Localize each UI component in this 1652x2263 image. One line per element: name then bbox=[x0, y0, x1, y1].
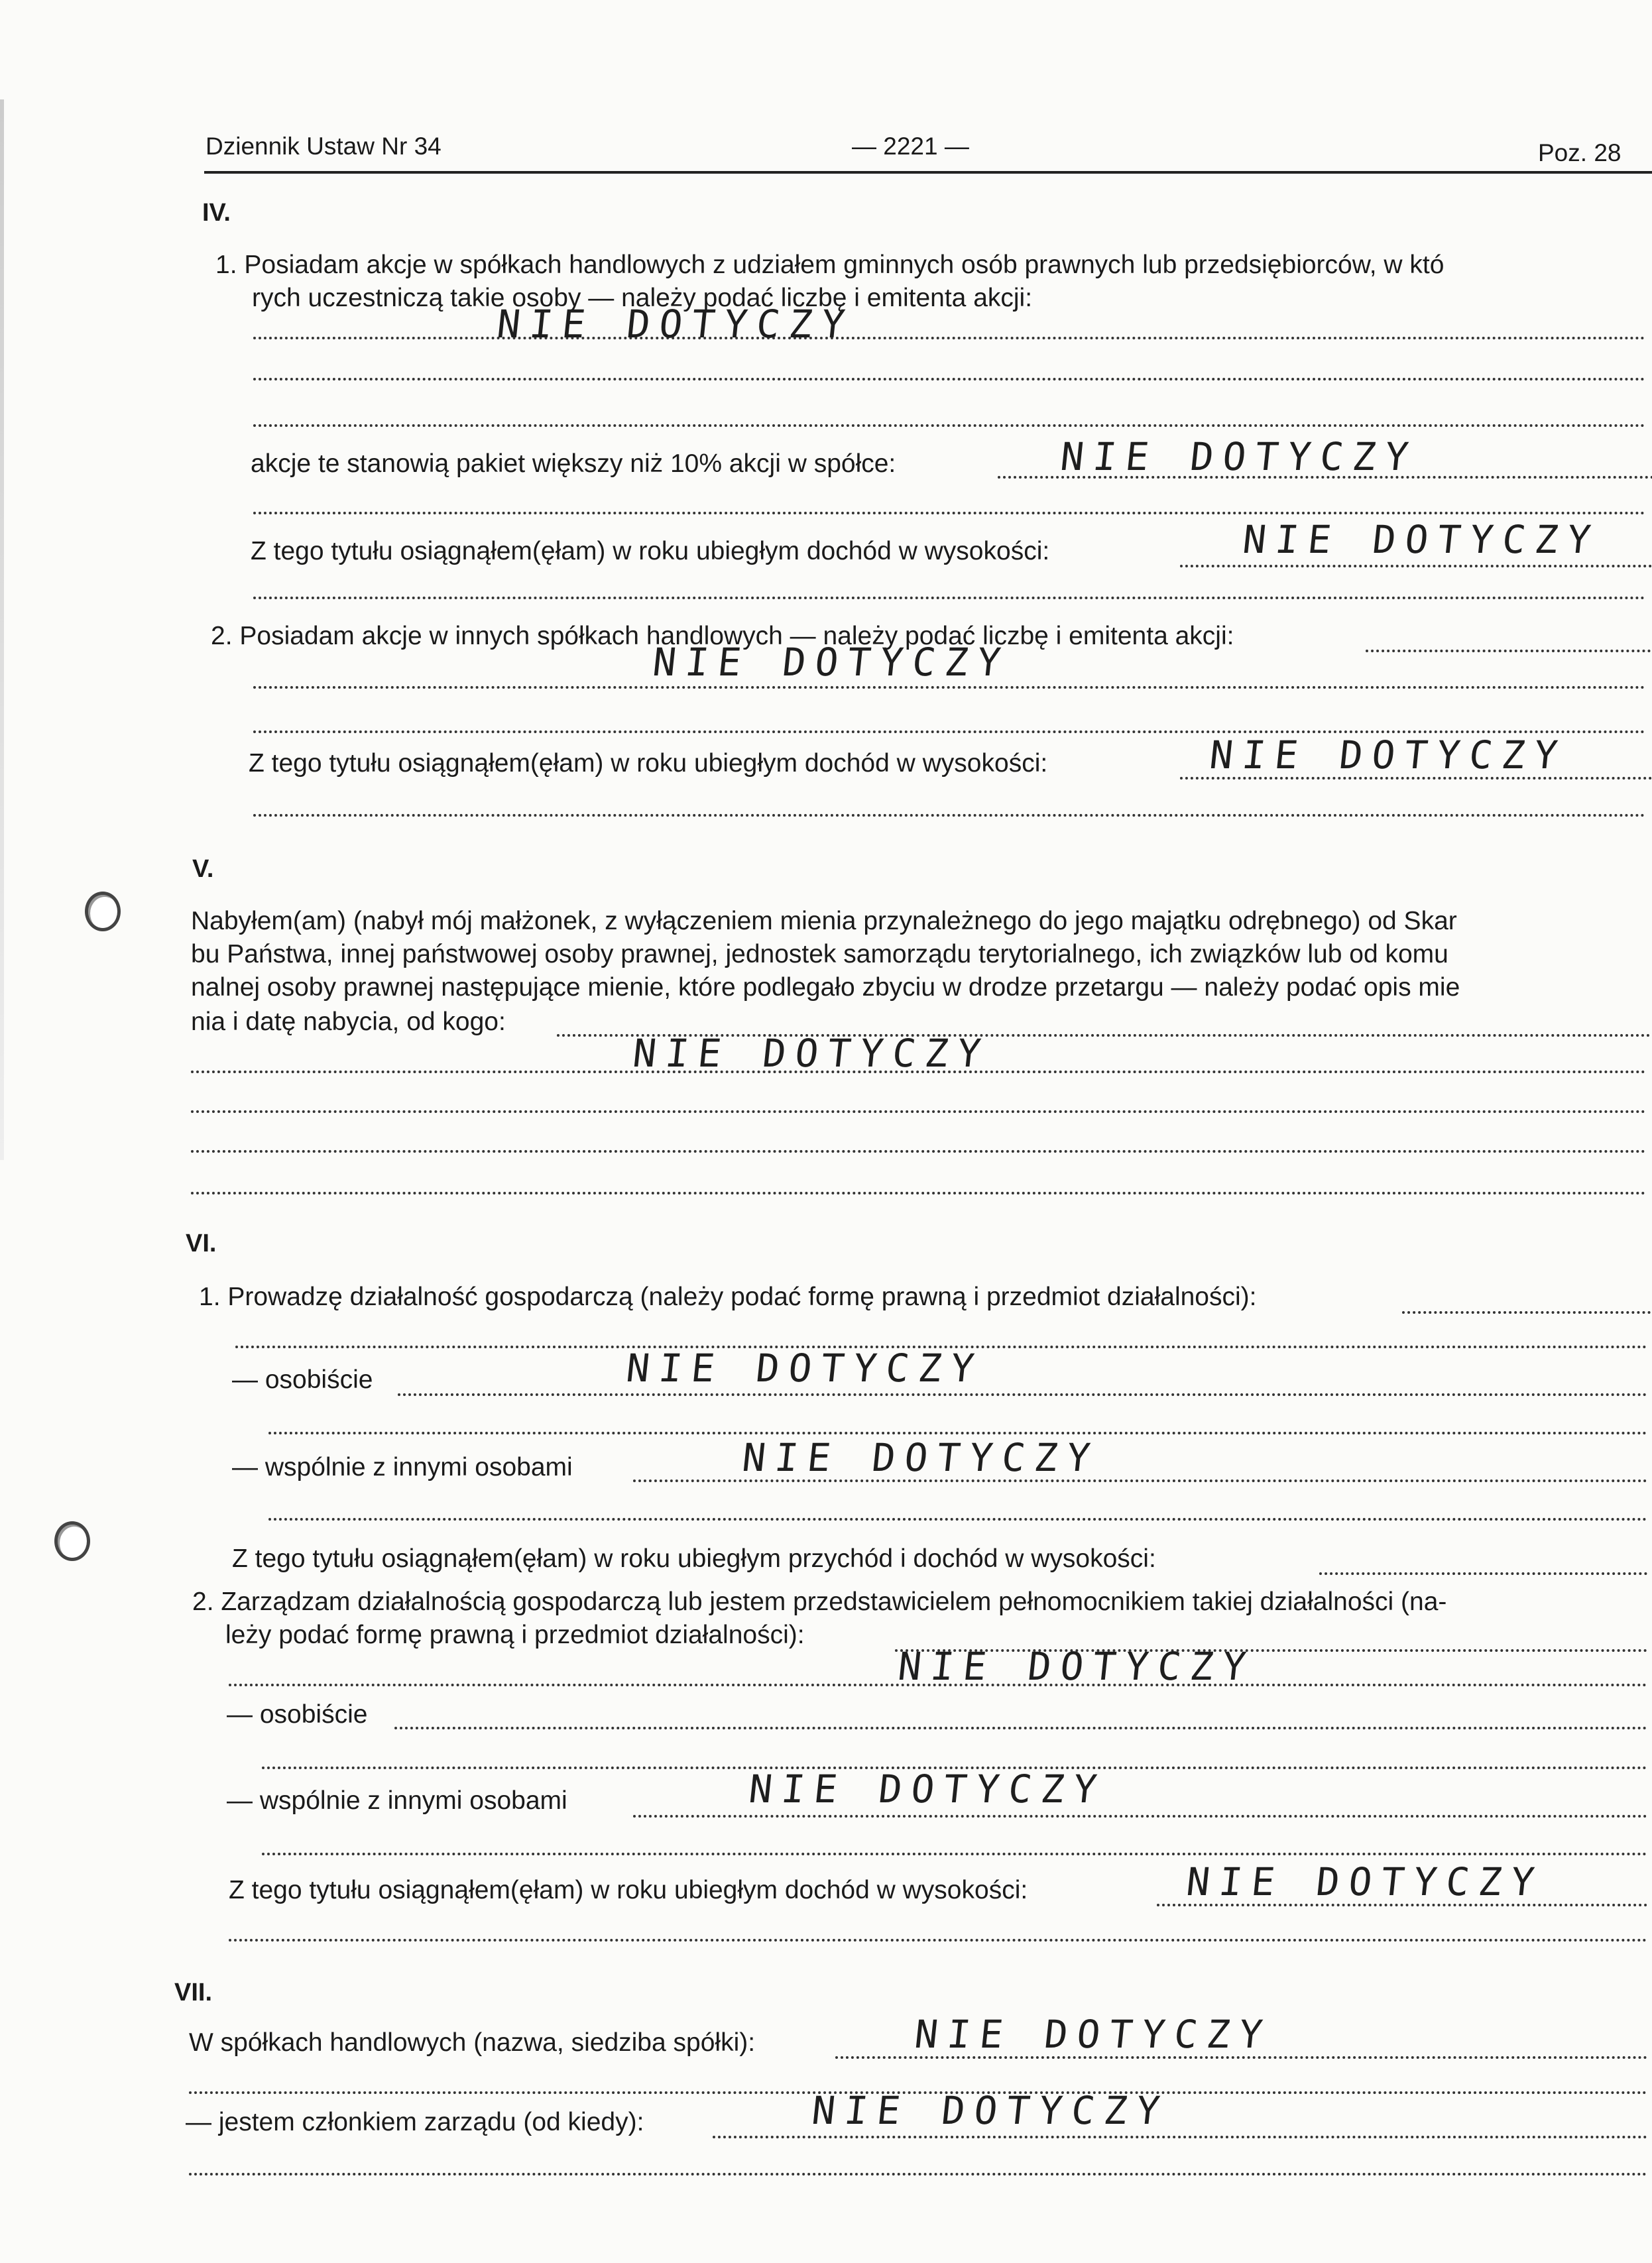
companies-label: W spółkach handlowych (nazwa, siedziba spółki): bbox=[189, 2028, 756, 2057]
answer-line bbox=[262, 1853, 1647, 1855]
handwritten-answer: NIE DOTYCZY bbox=[740, 1435, 1102, 1480]
section-vi-item2-line2: leży podać formę prawną i przedmiot działalności): bbox=[225, 1621, 805, 1649]
answer-line bbox=[713, 2136, 1647, 2138]
answer-line bbox=[253, 512, 1645, 514]
answer-line bbox=[1180, 565, 1652, 567]
answer-line bbox=[191, 1110, 1646, 1113]
handwritten-answer: NIE DOTYCZY bbox=[746, 1767, 1108, 1812]
section-iv-item1-line1: 1. Posiadam akcje w spółkach handlowych z udziałem gminnych osób prawnych lub przedsiębiorców, w któ bbox=[215, 251, 1445, 279]
handwritten-answer: NIE DOTYCZY bbox=[1207, 732, 1569, 778]
answer-line bbox=[1319, 1572, 1647, 1575]
answer-line bbox=[229, 1684, 1647, 1686]
section-v-line1: Nabyłem(am) (nabył mój małżonek, z wyłączeniem mienia przynależnego do jego majątku odrębnego) od Skar bbox=[191, 907, 1457, 935]
handwritten-answer: NIE DOTYCZY bbox=[650, 640, 1012, 685]
handwritten-answer: NIE DOTYCZY bbox=[809, 2088, 1171, 2133]
answer-line bbox=[253, 378, 1645, 380]
jointly-label-2: — wspólnie z innymi osobami bbox=[227, 1786, 567, 1815]
scan-edge-shadow bbox=[0, 99, 4, 1160]
answer-line bbox=[191, 1192, 1646, 1194]
section-iv-item1-line2: rych uczestniczą takie osoby — należy podać liczbę i emitenta akcji: bbox=[252, 284, 1033, 312]
answer-line bbox=[253, 424, 1645, 427]
answer-line bbox=[191, 1071, 1646, 1073]
handwritten-answer: NIE DOTYCZY bbox=[495, 302, 856, 347]
section-vi-item1-label: 1. Prowadzę działalność gospodarczą (należy podać formę prawną i przedmiot działalności): bbox=[199, 1283, 1257, 1311]
answer-line bbox=[268, 1432, 1647, 1434]
answer-line bbox=[191, 1150, 1646, 1153]
handwritten-answer: NIE DOTYCZY bbox=[1240, 517, 1602, 562]
handwritten-answer: NIE DOTYCZY bbox=[1058, 434, 1420, 479]
answer-line bbox=[229, 1939, 1647, 1942]
section-iv-item2-label: 2. Posiadam akcje w innych spółkach handlowych — należy podać liczbę i emitenta akcji: bbox=[211, 622, 1234, 650]
answer-line bbox=[633, 1815, 1647, 1818]
answer-line bbox=[1402, 1311, 1651, 1314]
handwritten-answer: NIE DOTYCZY bbox=[624, 1346, 986, 1391]
section-vi-item2-line1: 2. Zarządzam działalnością gospodarczą lub jestem przedstawicielem pełnomocnikiem takiej działalności (na- bbox=[192, 1588, 1447, 1616]
section-v-line3: nalnej osoby prawnej następujące mienie, które podlegało zbyciu w drodze przetargu — należy podać opis mie bbox=[191, 973, 1460, 1002]
answer-line bbox=[398, 1393, 1647, 1396]
punch-hole bbox=[85, 892, 121, 931]
answer-line bbox=[189, 2173, 1647, 2176]
handwritten-answer: NIE DOTYCZY bbox=[630, 1031, 992, 1076]
section-v-line2: bu Państwa, innej państwowej osoby prawnej, jednostek samorządu terytorialnego, ich związków lub od komu bbox=[191, 940, 1448, 968]
board-member-label: — jestem członkiem zarządu (od kiedy): bbox=[186, 2108, 644, 2136]
income-label: Z tego tytułu osiągnąłem(ęłam) w roku ubiegłym dochód w wysokości: bbox=[251, 537, 1050, 565]
item1-income-label: Z tego tytułu osiągnąłem(ęłam) w roku ubiegłym przychód i dochód w wysokości: bbox=[232, 1544, 1156, 1573]
personally-label: — osobiście bbox=[232, 1365, 373, 1394]
personally-label-2: — osobiście bbox=[227, 1700, 368, 1729]
item2-income-label: Z tego tytułu osiągnąłem(ęłam) w roku ubiegłym dochód w wysokości: bbox=[229, 1876, 1028, 1904]
section-vii-heading: VII. bbox=[174, 1979, 213, 2006]
section-vi-heading: VI. bbox=[186, 1230, 217, 1257]
answer-line bbox=[253, 814, 1645, 817]
answer-line bbox=[253, 337, 1645, 339]
jointly-label: — wspólnie z innymi osobami bbox=[232, 1453, 573, 1481]
packet-label: akcje te stanowią pakiet większy niż 10% akcji w spółce: bbox=[251, 449, 896, 478]
handwritten-answer: NIE DOTYCZY bbox=[1184, 1859, 1546, 1904]
header-rule bbox=[204, 171, 1652, 174]
income-label: Z tego tytułu osiągnąłem(ęłam) w roku ubiegłym dochód w wysokości: bbox=[249, 749, 1048, 778]
answer-line bbox=[1366, 650, 1651, 652]
section-v-heading: V. bbox=[192, 855, 214, 883]
handwritten-answer: NIE DOTYCZY bbox=[912, 2012, 1274, 2057]
answer-line bbox=[253, 597, 1645, 599]
handwritten-answer: NIE DOTYCZY bbox=[896, 1644, 1258, 1689]
answer-line bbox=[394, 1727, 1647, 1729]
punch-hole bbox=[54, 1521, 90, 1561]
journal-title: Dziennik Ustaw Nr 34 bbox=[206, 133, 442, 160]
answer-line bbox=[268, 1518, 1647, 1521]
position-number: Poz. 28 bbox=[1538, 139, 1622, 166]
section-v-line4: nia i datę nabycia, od kogo: bbox=[191, 1008, 506, 1036]
answer-line bbox=[253, 686, 1645, 689]
section-iv-heading: IV. bbox=[202, 199, 231, 227]
page-number: — 2221 — bbox=[852, 133, 969, 160]
